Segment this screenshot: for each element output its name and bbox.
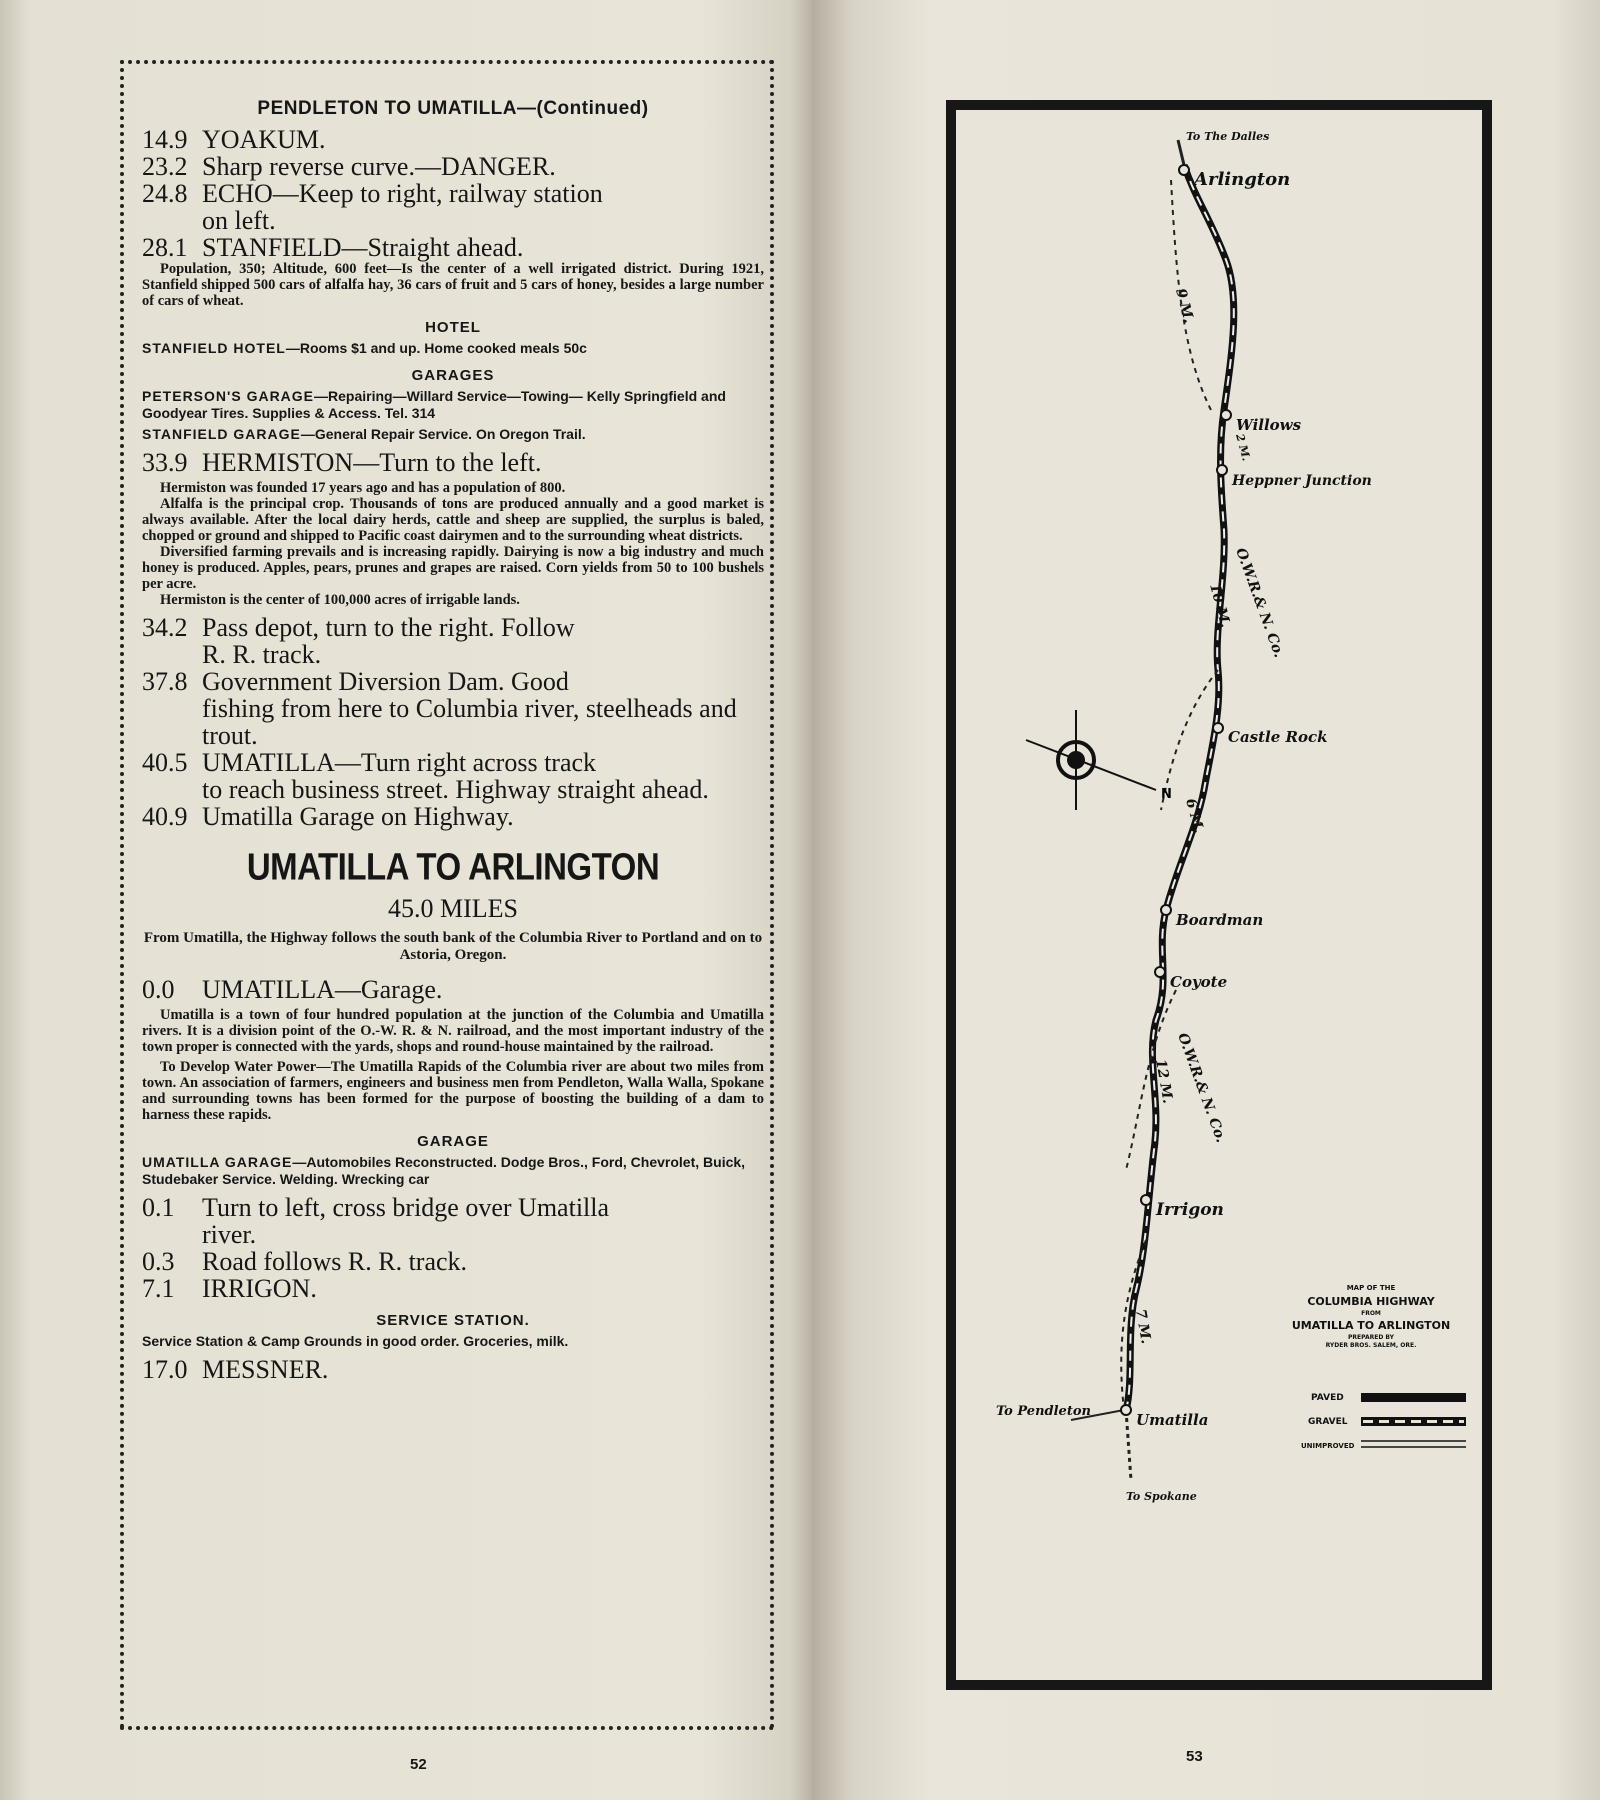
distance-label: 10 M. [1206,581,1234,630]
right-page [812,0,1600,1800]
map-title-line: UMATILLA TO ARLINGTON [1291,1319,1451,1332]
compass-rose [1026,710,1156,810]
garage-listing: STANFIELD GARAGE—General Repair Service. On Oregon Trail. [142,426,586,442]
map-title-line: PREPARED BY [1348,1334,1394,1341]
town-dot-willows [1221,410,1231,420]
log-entry: 34.2 Pass depot, turn to the right. Follow R. R. track. [142,613,575,669]
distance-label: 6 M. [1182,796,1207,835]
legend-paved-swatch [1361,1393,1466,1402]
log-entry: 40.9 Umatilla Garage on Highway. [142,802,514,831]
rail-label: O.W.R.& N. Co. [1174,1030,1229,1145]
town-label-arlington: Arlington [1194,169,1291,190]
town-dot-heppner [1217,465,1227,475]
stanfield-note: Population, 350; Altitude, 600 feet—Is the center of a well irrigated district. During 1921, Stanfield shipped 500 cars of alfalfa hay, 36 cars of fruit and 5 cars of honey, besides a large number of cars of wheat. [142,261,764,309]
map-frame [946,100,1492,1690]
town-label-heppner: Heppner Junction [1232,473,1372,489]
distance-label: 9 M. [1172,286,1197,325]
log-entry: 7.1 IRRIGON. [142,1274,317,1303]
town-label-willows: Willows [1236,416,1302,434]
hotel-heading: HOTEL [425,319,481,336]
highway-map [956,110,1482,1680]
town-markers [1121,165,1234,1415]
log-entry: 40.5 UMATILLA—Turn right across track to reach business street. Highway straight ahead. [142,748,709,804]
section-intro: From Umatilla, the Highway follows the south bank of the Columbia River to Portland and on to Astoria, Oregon. [143,930,763,963]
highway-line [1126,165,1234,1410]
service-heading: SERVICE STATION. [376,1312,530,1329]
service-listing: Service Station & Camp Grounds in good order. Groceries, milk. [142,1333,569,1349]
map-legend [1301,1393,1466,1450]
distance-label: 12 M. [1152,1057,1176,1105]
route-text-column [142,98,764,1383]
town-dot-castle-rock [1213,723,1223,733]
legend-gravel-label: GRAVEL [1308,1417,1348,1427]
town-label-castle-rock: Castle Rock [1228,728,1328,746]
garages-heading: GARAGES [411,367,495,384]
town-dot-coyote [1155,967,1165,977]
town-dot-boardman [1161,905,1171,915]
town-label-umatilla: Umatilla [1136,1411,1209,1429]
log-entry: 0.0 UMATILLA—Garage. [142,975,443,1004]
hermiston-note: Alfalfa is the principal crop. Thousands of tons are produced annually and a good market is always available. After the local dairy herds, cattle and sheep are supplied, the surplus is baled, chopped or ground and shipped to Pacific coast dairymen and to the surrounding wheat districts. [142,496,764,544]
section-miles: 45.0 MILES [388,894,518,923]
distance-label: 7 M. [1132,1307,1154,1346]
log-entry: 24.8 ECHO—Keep to right, railway station on left. [142,179,603,235]
distance-label: 2 M. [1233,432,1253,463]
umatilla-note: Umatilla is a town of four hundred population at the junction of the Columbia and Umatilla rivers. It is a division point of the O.-W. R. & N. railroad, and the most important industry of the town proper is connected with the yards, shops and round-house maintained by the railroad. [142,1007,764,1055]
road-to-spokane [1126,1410,1131,1480]
map-title-line: RYDER BROS. SALEM, ORE. [1325,1342,1417,1349]
log-entry: 17.0 MESSNER. [142,1355,329,1384]
hermiston-note: Hermiston was founded 17 years ago and has a population of 800. [160,480,566,496]
map-title-line: FROM [1361,1310,1381,1317]
legend-paved-label: PAVED [1311,1393,1344,1403]
garage-listing: UMATILLA GARAGE—Automobiles Reconstructed. Dodge Bros., Ford, Chevrolet, Buick, Studebaker Service. Welding. Wrecking car [142,1154,746,1187]
map-title-line: MAP OF THE [1346,1284,1396,1292]
town-dot-irrigon [1141,1195,1151,1205]
garage-heading: GARAGE [417,1133,489,1150]
railroad-line [1126,165,1234,1410]
log-entry: 23.2 Sharp reverse curve.—DANGER. [142,152,556,181]
town-label-coyote: Coyote [1170,973,1228,991]
log-entry: 33.9 HERMISTON—Turn to the left. [142,448,542,477]
direction-label-pendleton: To Pendleton [996,1404,1091,1419]
direction-label-dalles: To The Dalles [1186,130,1270,143]
page-number: 53 [1186,1748,1203,1765]
direction-label-spokane: To Spokane [1126,1490,1197,1503]
compass-north-label: N [1161,787,1172,802]
log-entry: 0.1 Turn to left, cross bridge over Umatilla river. [142,1193,610,1249]
log-entry: 37.8 Government Diversion Dam. Good fishing from here to Columbia river, steelheads and trout. [142,667,737,750]
hotel-listing: STANFIELD HOTEL—Rooms $1 and up. Home cooked meals 50c [142,340,587,356]
dotted-border [120,60,774,1730]
log-entry: 0.3 Road follows R. R. track. [142,1247,468,1276]
log-entry: 28.1 STANFIELD—Straight ahead. [142,233,524,262]
garage-listing: PETERSON'S GARAGE—Repairing—Willard Service—Towing— Kelly Springfield and Goodyear Tires. Supplies & Access. Tel. 314 [142,388,726,421]
hermiston-note: Diversified farming prevails and is increasing rapidly. Dairying is now a big industry and much honey is produced. Apples, pears, prunes and grapes are raised. Corn yields from 50 to 100 bushels per acre. [142,544,764,592]
continued-title: PENDLETON TO UMATILLA—(Continued) [257,98,649,119]
page-number: 52 [410,1756,427,1773]
legend-unimproved-label: UNIMPROVED [1301,1442,1355,1450]
map-title-line: COLUMBIA HIGHWAY [1307,1295,1435,1308]
town-label-boardman: Boardman [1176,911,1264,929]
road-to-dalles [1178,140,1184,165]
town-label-irrigon: Irrigon [1156,1200,1224,1220]
log-entry: 14.9 YOAKUM. [142,125,326,154]
hermiston-note: Hermiston is the center of 100,000 acres of irrigable lands. [160,592,520,608]
water-power-note: To Develop Water Power—The Umatilla Rapids of the Columbia river are about two miles from town. An association of farmers, engineers and business men from Pendleton, Walla Walla, Spokane and surrounding towns has been formed for the purpose of boosting the building of a dam to harness these rapids. [142,1059,764,1123]
section-heading: UMATILLA TO ARLINGTON [246,845,660,888]
town-dot-umatilla [1121,1405,1131,1415]
town-dot-arlington [1179,165,1189,175]
rail-label: O.W.R.& N. Co. [1232,545,1287,660]
